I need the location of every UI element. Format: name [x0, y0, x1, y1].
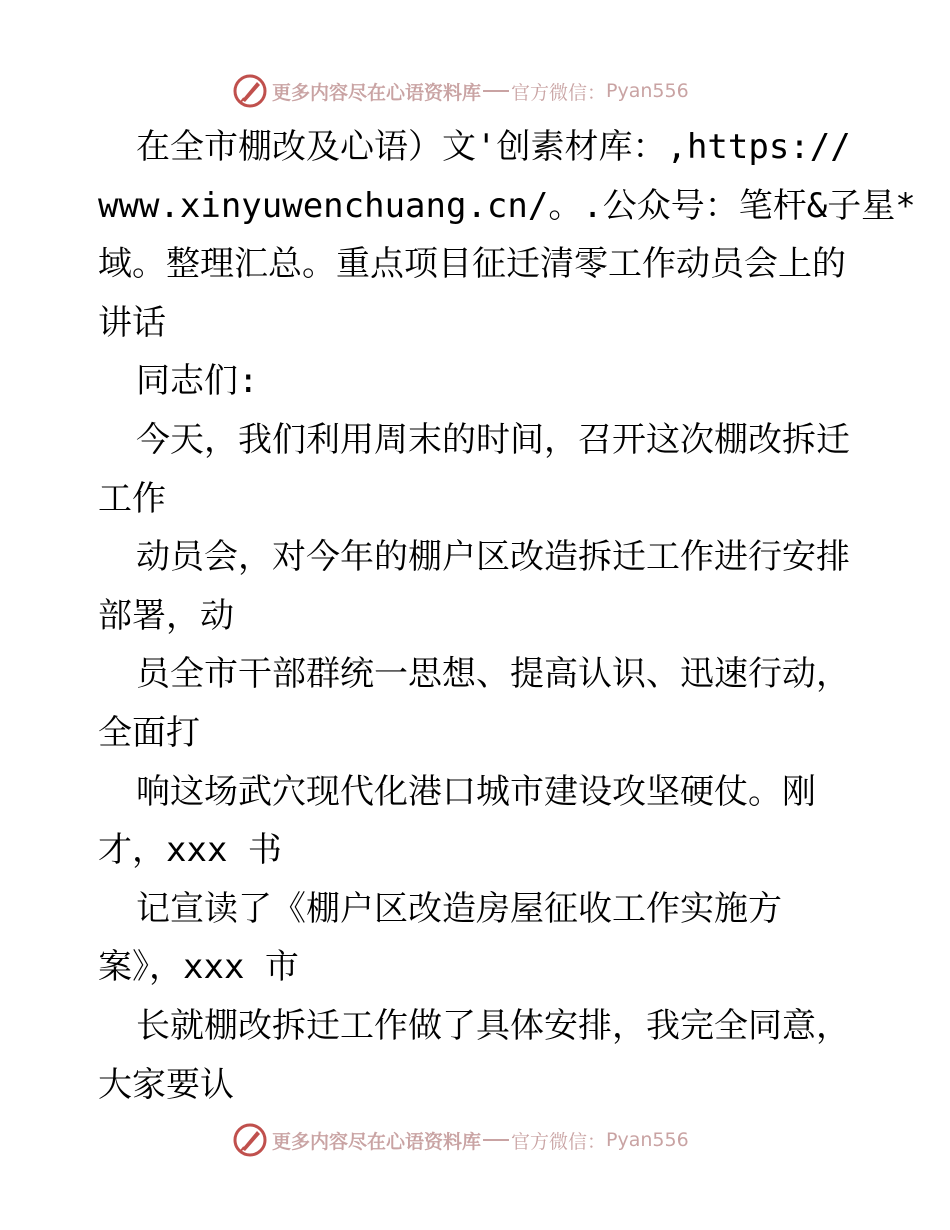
text-line: 动员会，对今年的棚户区改造拆迁工作进行安排: [136, 537, 850, 578]
banner-wechat-id: Pyan556: [606, 1129, 689, 1151]
text-line: 讲话: [98, 302, 166, 343]
text-line: www.xinyuwenchuang.cn/。.公众号：笔杆&子星*: [98, 185, 916, 226]
text-line: 员全市干部群统一思想、提高认识、迅速行动，: [136, 654, 850, 695]
text-line: 工作: [98, 478, 166, 519]
banner-wechat-label: 官方微信：: [511, 1130, 607, 1153]
text-line: 长就棚改拆迁工作做了具体安排，我完全同意，: [136, 1005, 850, 1046]
banner-wechat-label: 官方微信：: [511, 81, 607, 104]
document-body: [98, 118, 916, 1114]
text-line: 才，xxx 书: [98, 830, 282, 871]
text-line: 记宣读了《棚户区改造房屋征收工作实施方: [136, 888, 782, 929]
banner-wechat-id: Pyan556: [606, 80, 689, 102]
banner-dash: [483, 1139, 509, 1141]
text-line: 今天，我们利用周末的时间，召开这次棚改拆迁: [136, 419, 850, 460]
quill-logo-icon: [232, 73, 268, 109]
banner-dash: [483, 90, 509, 92]
banner-text: 更多内容尽在心语资料库: [272, 81, 482, 104]
text-line: 域。整理汇总。重点项目征迁清零工作动员会上的: [98, 244, 846, 285]
text-line: 全面打: [98, 712, 200, 753]
footer-banner: [232, 1120, 689, 1160]
text-line: 响这场武穴现代化港口城市建设攻坚硬仗。刚: [136, 771, 816, 812]
text-line: 在全市棚改及心语）文'创素材库：,https://: [136, 127, 851, 167]
header-banner: [232, 71, 689, 111]
banner-text: 更多内容尽在心语资料库: [272, 1130, 482, 1153]
text-line: 案》，xxx 市: [98, 947, 299, 988]
text-line: 大家要认: [98, 1064, 234, 1105]
text-line: 部署，动: [98, 595, 234, 636]
text-line: 同志们:: [136, 361, 259, 402]
quill-logo-icon: [232, 1122, 268, 1158]
